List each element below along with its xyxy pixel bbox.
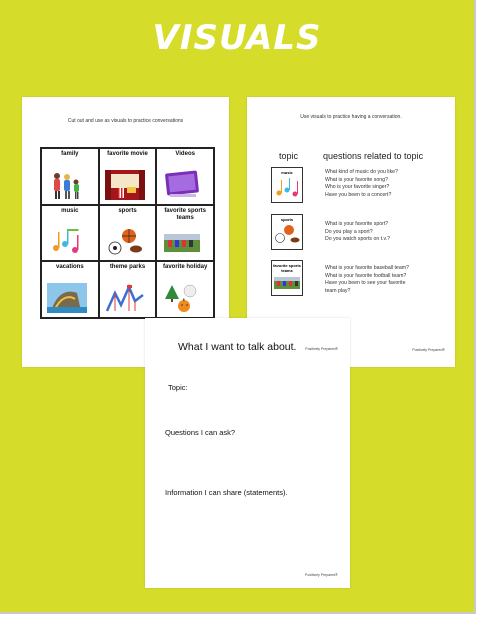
question-line: Do you watch sports on t.v.?: [325, 236, 391, 242]
holiday-icon: [162, 283, 202, 313]
page-title: VISUALS: [152, 18, 322, 58]
question-line: What is your favorite football team?: [325, 272, 407, 279]
card-vacations: [42, 262, 98, 317]
cards-instruction: Cut out and use as visuals to practice conversations: [67, 118, 184, 124]
worksheet-page: [145, 318, 350, 588]
question-line: Have you been to see your favorite: [325, 280, 406, 286]
sports-balls-icon: [272, 222, 302, 246]
questions-column-header: questions related to topic: [323, 151, 424, 161]
roller-coaster-icon: [105, 283, 145, 313]
card-label: family: [61, 151, 79, 157]
question-line: What is your favorite song?: [325, 176, 388, 183]
topic-card-label: sports: [280, 217, 294, 222]
card-label: favorite sports teams: [164, 207, 206, 221]
card-label: music: [61, 207, 79, 214]
card-videos: [157, 149, 213, 204]
card-family: [42, 149, 98, 204]
card-label: theme parks: [109, 264, 146, 271]
practice-instruction: Use visuals to practice having a conversation.: [300, 114, 402, 120]
family-icon: [47, 170, 87, 200]
card-music: [42, 206, 98, 261]
cards-grid: [40, 147, 215, 319]
credit-text: Positively Prepared®: [305, 573, 338, 577]
question-line: What is your favorite baseball team?: [325, 265, 409, 271]
question-line: team play?: [325, 287, 351, 294]
card-sports: [100, 206, 156, 261]
sports-questions: [325, 221, 390, 244]
card-label: sports: [118, 207, 137, 214]
topic-card-label: music: [281, 170, 293, 175]
card-favorite-movie: [100, 149, 156, 204]
question-line: What is your favorite sport?: [325, 221, 389, 227]
card-label: favorite movie: [107, 151, 148, 157]
team-photo-icon: [272, 273, 302, 293]
card-label: Videos: [175, 151, 195, 157]
sports-teams-questions: [325, 265, 409, 295]
water-park-icon: [47, 283, 87, 313]
topic-column-header: topic: [279, 151, 299, 161]
card-label: vacations: [55, 264, 84, 271]
question-line: Do you play a sport?: [325, 228, 373, 235]
team-photo-icon: [162, 226, 202, 256]
music-notes-icon: [47, 226, 87, 256]
music-questions: [325, 169, 398, 199]
question-line: Who is your favorite singer?: [325, 184, 390, 190]
card-favorite-sports-teams: [157, 206, 213, 261]
questions-prompt: Questions I can ask?: [165, 428, 236, 437]
card-label: favorite holiday: [162, 264, 208, 271]
worksheet-heading: What I want to talk about.: [178, 341, 297, 353]
card-theme-parks: [100, 262, 156, 317]
movie-theater-icon: [105, 170, 145, 200]
information-prompt: Information I can share (statements).: [165, 488, 288, 497]
question-line: Have you been to a concert?: [325, 191, 392, 198]
topic-card-label: favorite sports teams: [273, 263, 301, 273]
question-line: What kind of music do you like?: [325, 169, 398, 175]
video-screen-icon: [162, 170, 202, 200]
topic-card-music: [271, 167, 303, 203]
topic-card-sports: [271, 214, 303, 250]
topic-card-sports-teams: [271, 260, 303, 296]
music-notes-icon: [272, 175, 302, 199]
card-favorite-holiday: [157, 262, 213, 317]
sports-balls-icon: [105, 226, 145, 256]
topic-prompt: Topic:: [168, 383, 188, 392]
credit-text: Positively Prepared®: [412, 348, 445, 352]
credit-text: Positively Prepared®: [305, 347, 338, 351]
